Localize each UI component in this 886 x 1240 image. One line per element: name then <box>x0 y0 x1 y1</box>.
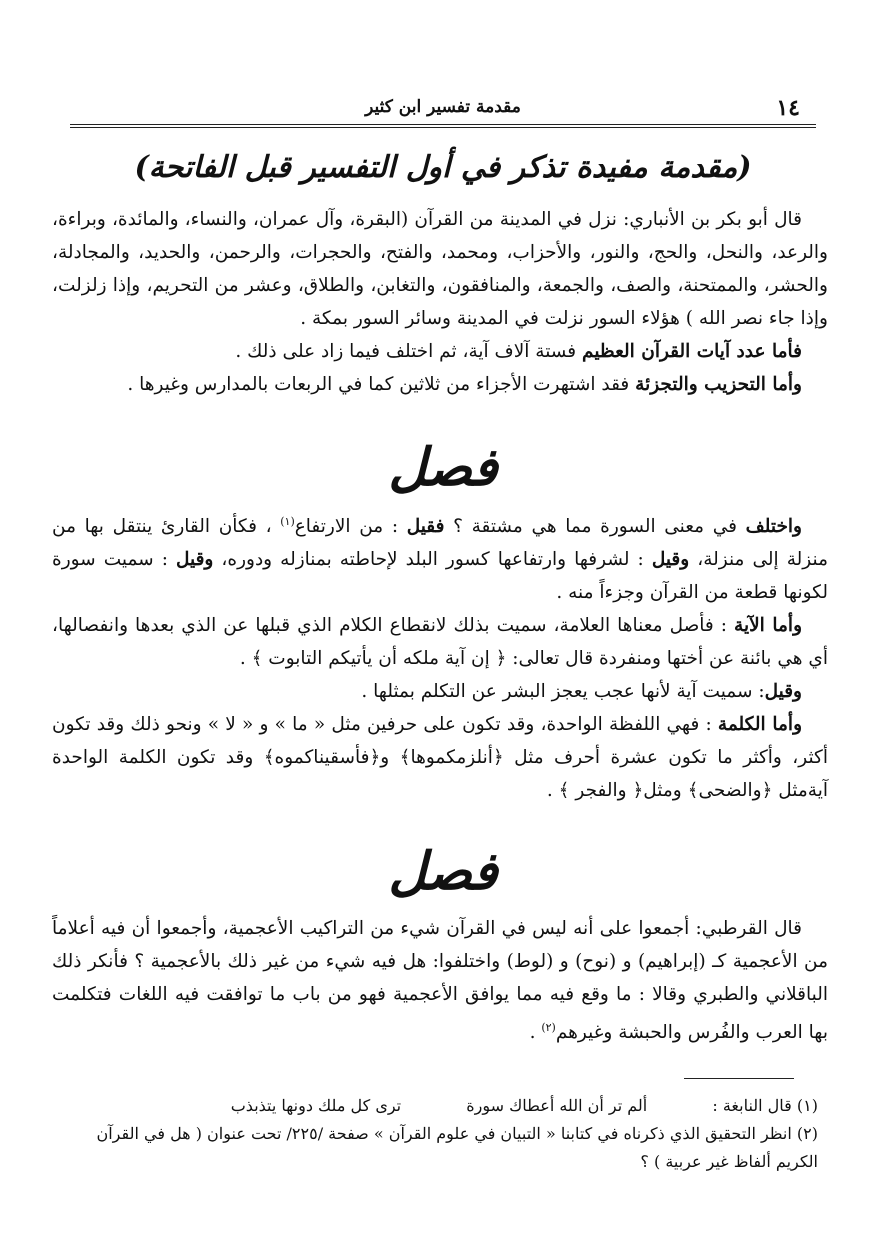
text: : سميت آية لأنها عجب يعجز البشر عن التكلم بمثلها . <box>361 681 765 703</box>
bold-term: وأما الآية <box>734 615 802 637</box>
page-header <box>70 95 816 125</box>
fasl-label: فصل <box>388 841 498 902</box>
paragraph <box>52 912 828 1049</box>
footnote-ref[interactable]: (١) <box>280 515 295 528</box>
footnote-2: (٢) انظر التحقيق الذي ذكرناه في كتابنا « التبيان في علوم القرآن » صفحة /٢٢٥/ تحت عنوان ( هل في القرآن الكريم ألفاظ غير عربية ) ؟ <box>96 1124 818 1171</box>
text: : من الارتفاع <box>294 516 407 538</box>
section-heading-fasl <box>0 842 886 902</box>
section-1 <box>52 203 828 401</box>
text: ، فكأن القارئ ينتقل بها من منزلة إلى منزلة، <box>52 516 828 571</box>
verse-hemistich: ألم تر أن الله أعطاك سورة <box>466 1096 648 1115</box>
bold-term: وأما التحزيب والتجزئة <box>635 374 802 395</box>
bold-term: وقيل <box>764 681 802 703</box>
paragraph <box>52 675 828 708</box>
paragraph <box>52 708 828 807</box>
bold-term: واختلف <box>745 516 802 538</box>
header-rule-double <box>70 127 816 128</box>
text: في معنى السورة مما هي مشتقة ؟ <box>444 516 746 538</box>
header-rule <box>70 124 816 125</box>
text: فقد اشتهرت الأجزاء من ثلاثين كما في الربعات بالمدارس وغيرها . <box>127 374 636 395</box>
section-heading-fasl <box>0 438 886 498</box>
fasl-label: فصل <box>388 437 498 498</box>
paragraph <box>52 609 828 675</box>
section-2 <box>52 505 828 807</box>
paragraph <box>52 505 828 609</box>
footnote-ref[interactable]: (٢) <box>541 1021 556 1034</box>
bold-term: فأما عدد آيات القرآن العظيم <box>582 341 802 362</box>
bold-term: وأما الكلمة <box>717 714 803 736</box>
text: : فأصل معناها العلامة، سميت بذلك لانقطاع الكلام الذي قبلها عن الذي بعدها وانفصالها، أي هي بائنة عن أختها ومنفردة قال تعالى: ﴿ إن آية ملكه أن يأتيكم التابوت ﴾ . <box>52 615 828 670</box>
text: فستة آلاف آية، ثم اختلف فيما زاد على ذلك . <box>235 341 583 362</box>
bold-term: فقيل <box>406 516 445 538</box>
text: : سميت سورة لكونها قطعة من القرآن وجزءاً منه . <box>52 549 828 604</box>
section-3 <box>52 912 828 1049</box>
verse-hemistich: ترى كل ملك دونها يتذبذب <box>230 1096 402 1115</box>
bold-term: وقيل <box>651 549 690 571</box>
paragraph: قال أبو بكر بن الأنباري: نزل في المدينة من القرآن (البقرة، وآل عمران، والنساء، والمائدة، وبراءة، والرعد، والنحل، والحج، والنور، والأحزاب، ومحمد، والفتح، والحجرات، والرحمن، والحديد، والمجادلة، والحشر، والممتحنة، والصف، والجمعة، والمنافقون، والتغابن، والطلاق، وعشر من التحريم، وإذا زلزلت، وإذا جاء نصر الله ) هؤلاء السور نزلت في المدينة وسائر السور بمكة . <box>52 209 828 329</box>
paragraph <box>52 335 828 368</box>
text: : فهي اللفظة الواحدة، وقد تكون على حرفين مثل « ما » و « لا » ونحو ذلك وقد تكون أكثر، وأكثر ما تكون عشرة أحرف مثل ﴿أنلزمكموها﴾ و﴿فأسقيناكموه﴾ وقد تكون الكلمة الواحدة آيةمثل ﴿والضحى﴾ ومثل﴿ والفجر ﴾ . <box>52 714 828 802</box>
running-title: مقدمة تفسير ابن كثير <box>365 97 521 117</box>
text: . <box>529 1022 542 1044</box>
footnote-rule <box>684 1078 794 1079</box>
text: : لشرفها وارتفاعها كسور البلد لإحاطته بمنازله ودوره، <box>213 549 652 571</box>
paragraph <box>52 368 828 401</box>
footnote-label: (١) قال النابغة : <box>712 1096 818 1115</box>
page-number: ١٤ <box>776 95 800 121</box>
footnotes <box>70 1092 818 1176</box>
footnote-1 <box>70 1092 818 1120</box>
intro-title: (مقدمة مفيدة تذكر في أول التفسير قبل الفاتحة) <box>134 150 752 185</box>
bold-term: وقيل <box>176 549 214 571</box>
text: قال القرطبي: أجمعوا على أنه ليس في القرآن شيء من التراكيب الأعجمية، وأجمعوا أن فيه أعلاماً من الأعجمية كـ (إبراهيم) و (نوح) و (لوط) واختلفوا: هل فيه شيء من غير ذلك بالأعجمية ؟ فأنكر ذلك الباقلاني والطبري وقالا : ما وقع فيه مما يوافق الأعجمية فهو من باب ما توافقت فيه اللغات فتكلمت بها العرب والفُرس والحبشة وغيرهم <box>52 918 828 1044</box>
